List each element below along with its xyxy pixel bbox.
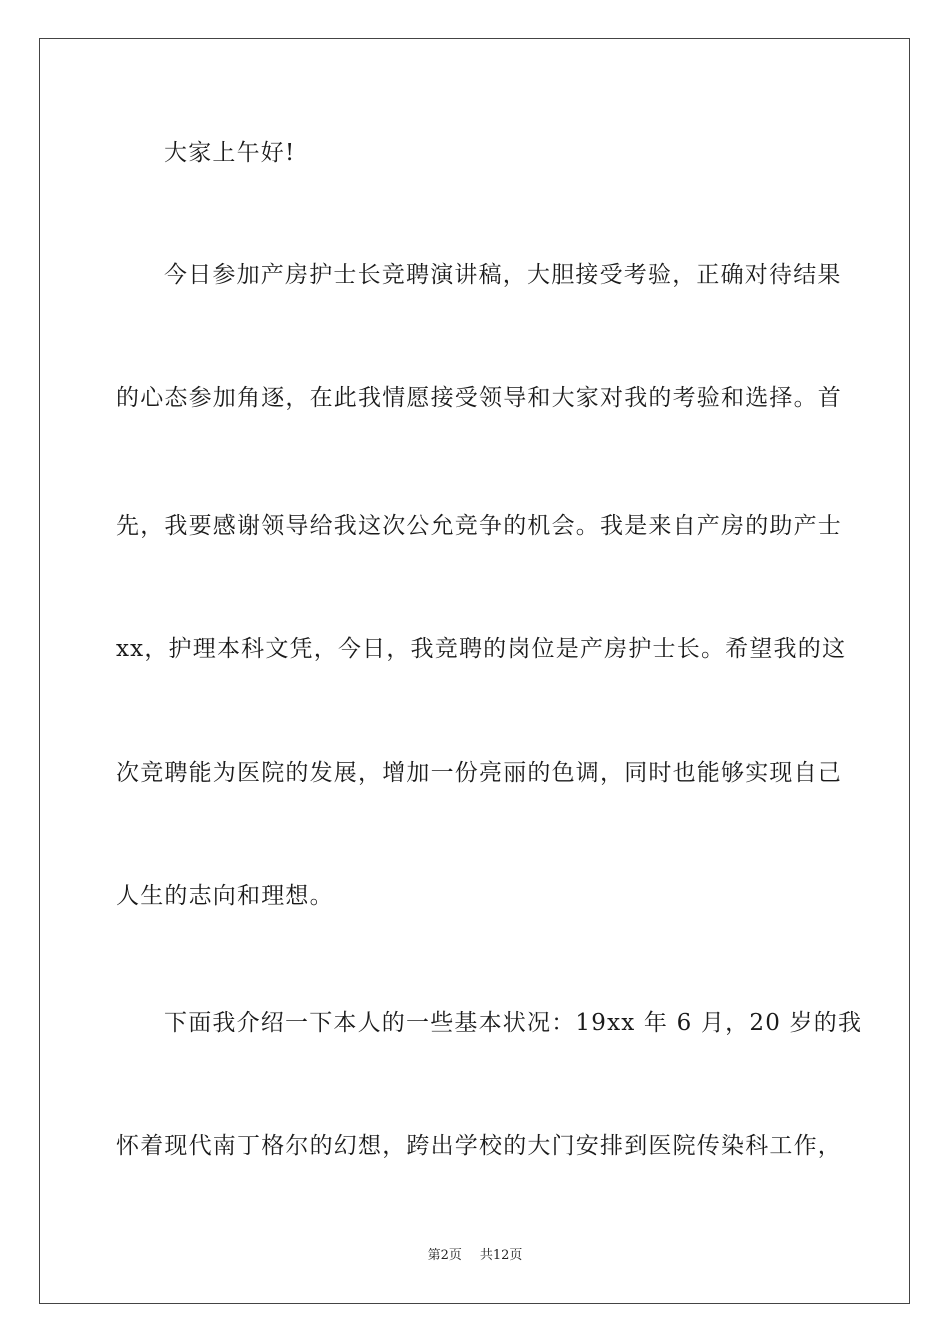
page-number: 第2页 (427, 1248, 462, 1263)
paragraph-line: xx，护理本科文凭，今日，我竞聘的岗位是产房护士长。希望我的这 (116, 636, 847, 662)
greeting-line: 大家上午好! (164, 140, 296, 166)
page-frame (39, 38, 910, 1304)
paragraph-line: 怀着现代南丁格尔的幻想，跨出学校的大门安排到医院传染科工作， (116, 1133, 842, 1159)
paragraph-line: 下面我介绍一下本人的一些基本状况：19xx 年 6 月，20 岁的我 (164, 1010, 863, 1036)
paragraph-line: 次竞聘能为医院的发展，增加一份亮丽的色调，同时也能够实现自己 (116, 760, 842, 786)
paragraph-line: 人生的志向和理想。 (116, 883, 334, 909)
page-footer (0, 1247, 950, 1265)
page-total: 共12页 (479, 1248, 523, 1263)
paragraph-line: 先，我要感谢领导给我这次公允竞争的机会。我是来自产房的助产士 (116, 513, 842, 539)
paragraph-line: 的心态参加角逐，在此我情愿接受领导和大家对我的考验和选择。首 (116, 385, 842, 411)
paragraph-line: 今日参加产房护士长竞聘演讲稿，大胆接受考验，正确对待结果 (164, 262, 842, 288)
